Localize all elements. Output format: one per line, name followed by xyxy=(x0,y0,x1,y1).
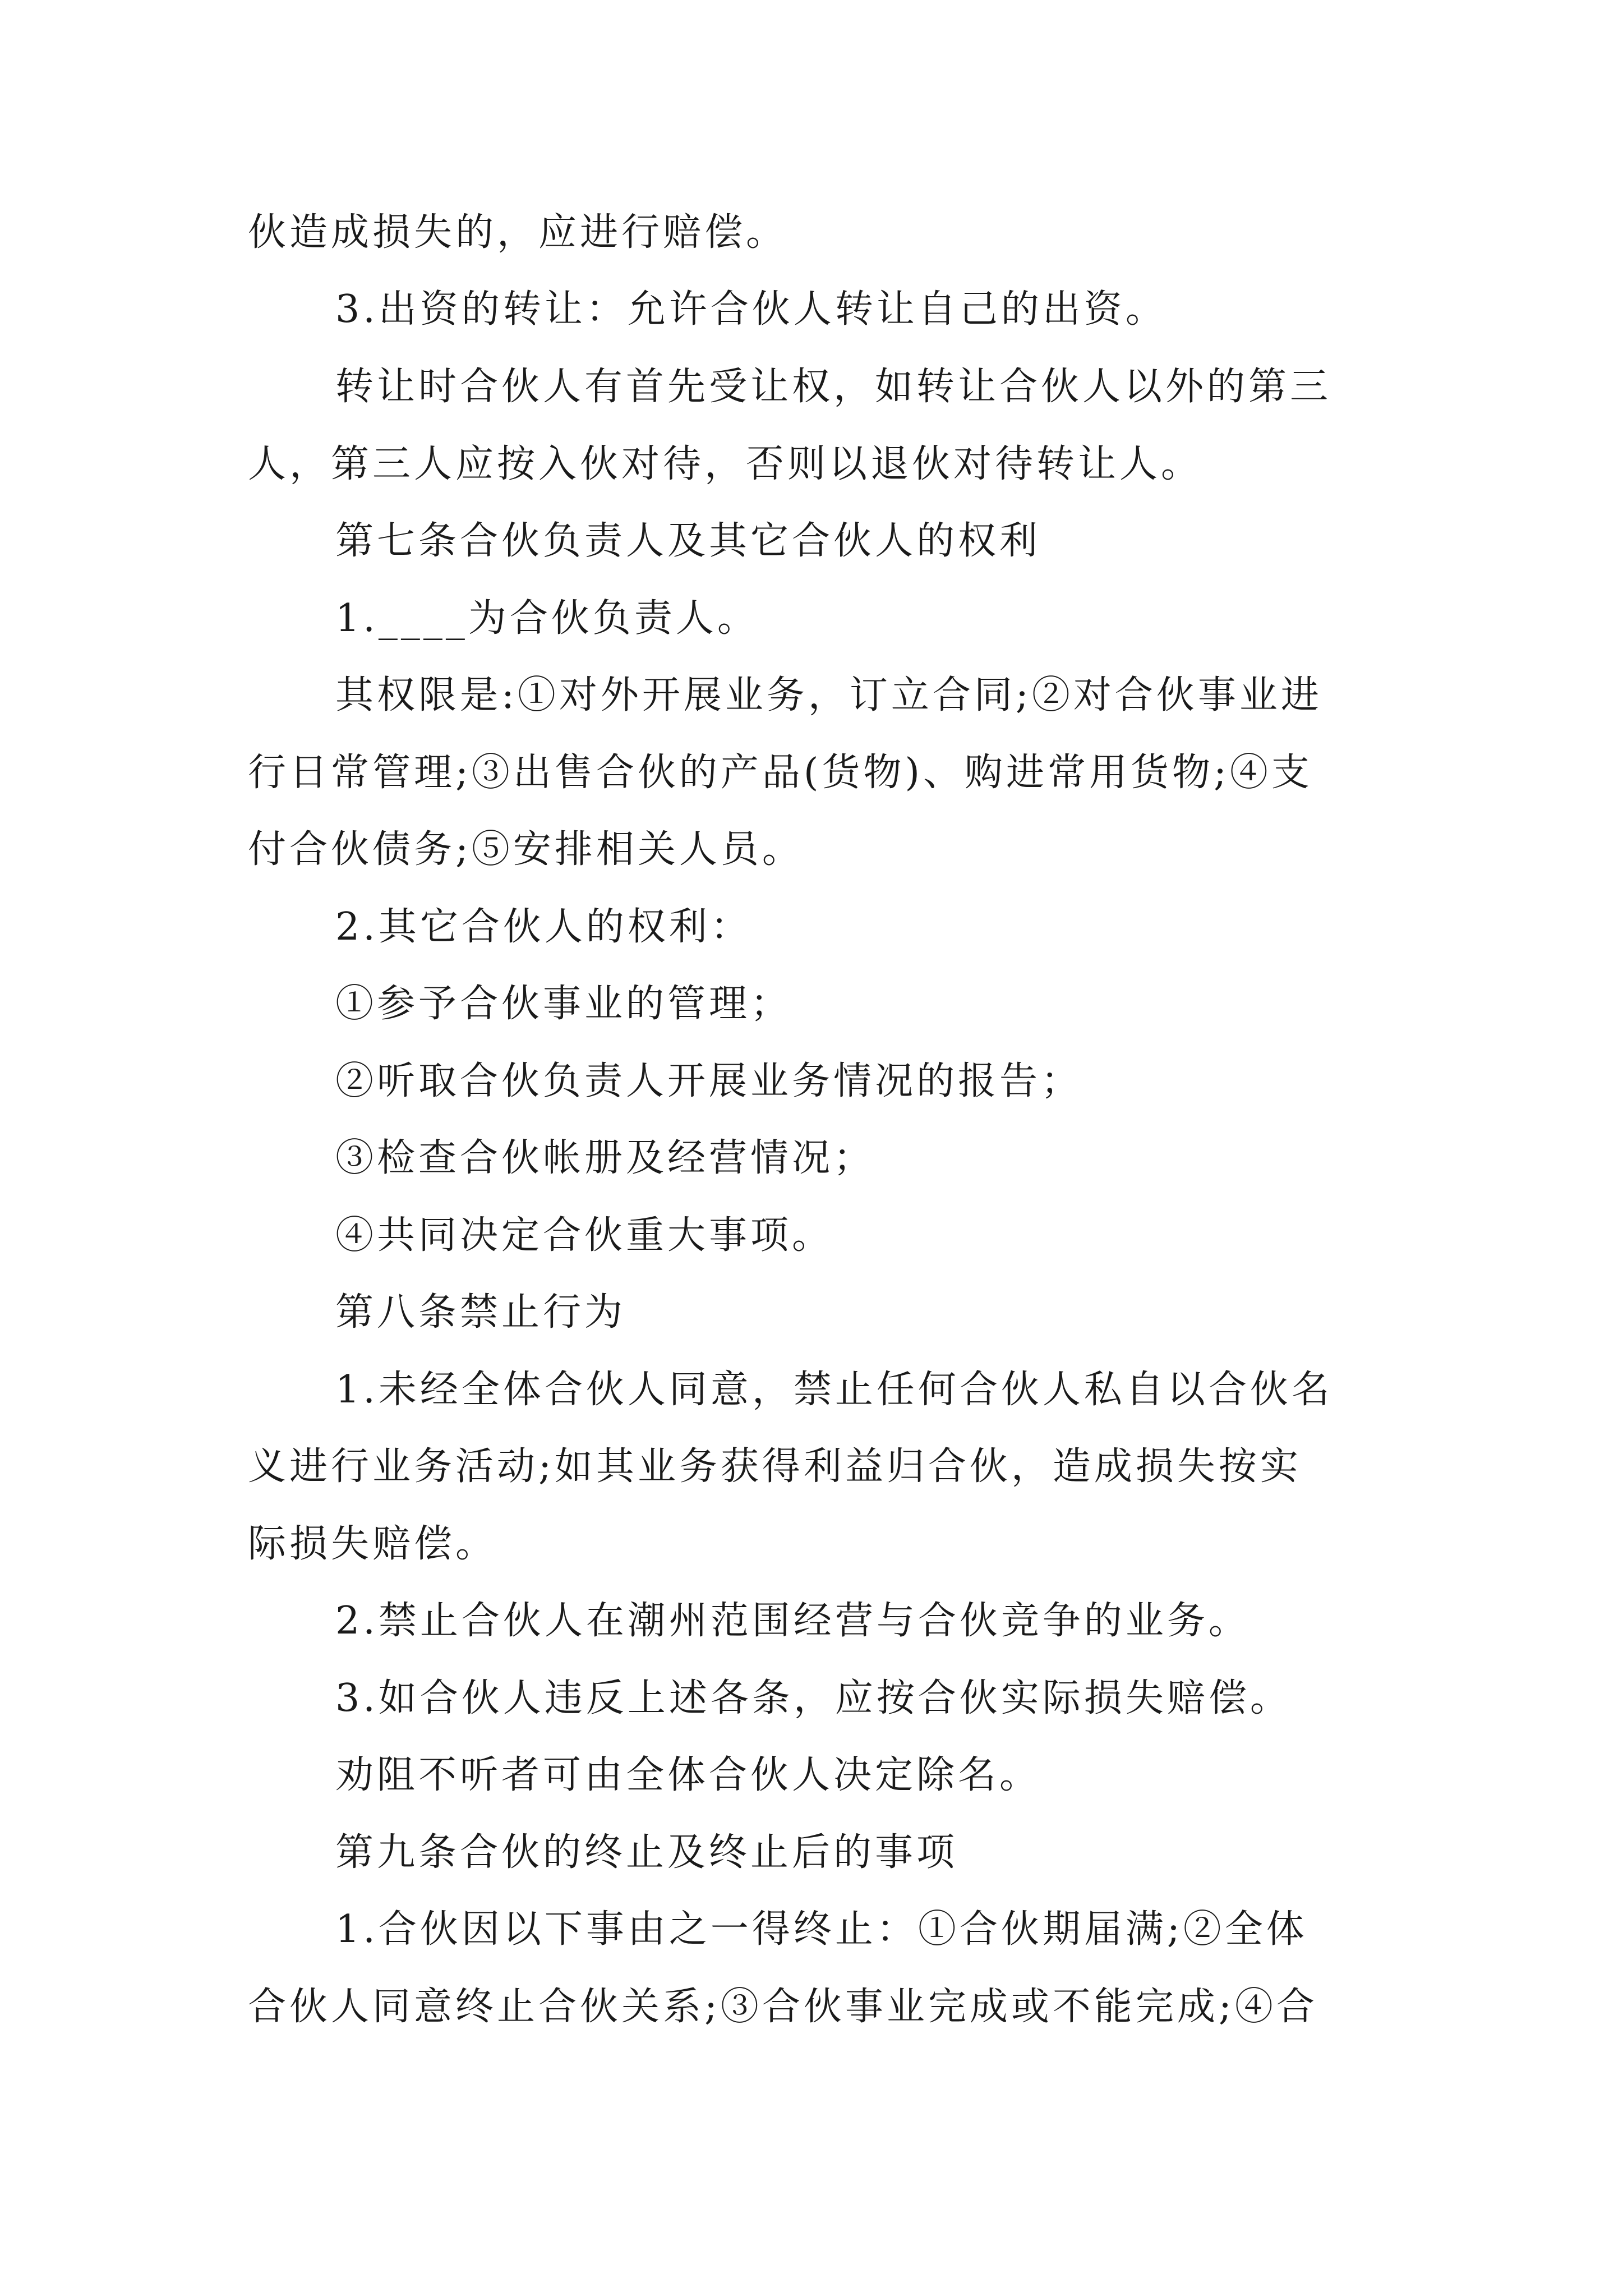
text-line: 付合伙债务;⑤安排相关人员。 xyxy=(248,827,804,872)
text-line: 第七条合伙负责人及其它合伙人的权利 xyxy=(335,519,1041,563)
text-line: 1.合伙因以下事由之一得终止：①合伙期届满;②全体 xyxy=(335,1907,1308,1952)
text-line: ②听取合伙负责人开展业务情况的报告； xyxy=(335,1059,1083,1103)
text-line: 人，第三人应按入伙对待，否则以退伙对待转让人。 xyxy=(248,442,1203,486)
text-line: 劝阻不听者可由全体合伙人决定除名。 xyxy=(335,1753,1041,1797)
text-line: ④共同决定合伙重大事项。 xyxy=(335,1213,834,1258)
text-line: 2.禁止合伙人在潮州范围经营与合伙竞争的业务。 xyxy=(335,1599,1250,1643)
text-line: 1.____为合伙负责人。 xyxy=(335,596,759,641)
text-line: 3.如合伙人违反上述各条，应按合伙实际损失赔偿。 xyxy=(335,1676,1292,1720)
text-line: ①参予合伙事业的管理； xyxy=(335,982,792,1026)
text-line: 际损失赔偿。 xyxy=(248,1522,497,1566)
text-line: 合伙人同意终止合伙关系;③合伙事业完成或不能完成;④合 xyxy=(248,1985,1318,2029)
text-line: 第九条合伙的终止及终止后的事项 xyxy=(335,1830,958,1875)
text-line: 义进行业务活动;如其业务获得利益归合伙，造成损失按实 xyxy=(248,1444,1302,1489)
text-line: 3.出资的转让：允许合伙人转让自己的出资。 xyxy=(335,287,1167,332)
text-line: 行日常管理;③出售合伙的产品(货物)、购进常用货物;④支 xyxy=(248,751,1313,795)
text-line: ③检查合伙帐册及经营情况； xyxy=(335,1136,875,1180)
text-line: 第八条禁止行为 xyxy=(335,1290,626,1335)
text-line: 其权限是:①对外开展业务，订立合同;②对合伙事业进 xyxy=(335,673,1322,717)
text-line: 转让时合伙人有首先受让权，如转让合伙人以外的第三 xyxy=(335,365,1332,409)
text-line: 1.未经全体合伙人同意，禁止任何合伙人私自以合伙名 xyxy=(335,1368,1333,1412)
text-line: 2.其它合伙人的权利： xyxy=(335,905,752,949)
text-line: 伙造成损失的，应进行赔偿。 xyxy=(248,210,788,255)
